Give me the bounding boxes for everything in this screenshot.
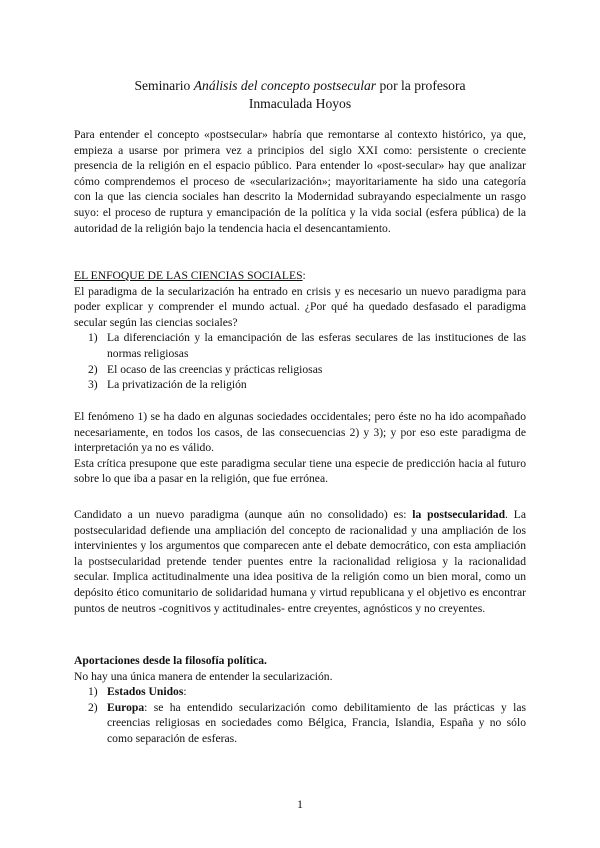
list-item bbox=[74, 330, 526, 361]
list-item-number: 2) bbox=[88, 362, 98, 376]
title-suffix: por la profesora bbox=[376, 78, 466, 93]
list-item bbox=[74, 700, 526, 747]
page-number: 1 bbox=[297, 797, 303, 811]
list-item-text: El ocaso de las creencias y prácticas religiosas bbox=[107, 362, 323, 376]
document-author: Inmaculada Hoyos bbox=[248, 96, 352, 111]
list-item-number: 1) bbox=[88, 685, 98, 699]
document-title bbox=[0, 77, 600, 95]
list-item-bold: Estados Unidos bbox=[107, 685, 184, 699]
section2-heading-text: Aportaciones desde la filosofía política. bbox=[74, 654, 267, 667]
section1-heading-text: EL ENFOQUE DE LAS CIENCIAS SOCIALES bbox=[74, 269, 303, 282]
list-item-text: La diferenciación y la emancipación de las esferas seculares de las instituciones de las normas religiosas bbox=[107, 331, 526, 360]
list-item-number: 2) bbox=[88, 700, 98, 714]
list-item-text: : se ha entendido secularización como debilitamiento de las prácticas y las creencias religiosas en sociedades como Bélgica, Francia, Islandia, España y no sólo como separación de esferas. bbox=[107, 700, 526, 745]
list-item-text: La privatización de la religión bbox=[107, 378, 247, 392]
list-item-number: 1) bbox=[88, 331, 98, 345]
intro-text: Para entender el concepto «postsecular» habría que remontarse al contexto histórico, ya que, empieza a usarse por primera vez a principios del siglo XXI como: persistente o creciente presencia de la religión en el espacio público. Para entender lo «post-secular» hay que analizar cómo comprendemos el proceso de «secularización»; mayoritariamente ha sido una categoría con la que las ciencia sociales han descrito la Modernidad subrayando especialmente un rasgo suyo: el proceso de ruptura y emancipación de la política y la vida social (esfera pública) de la autoridad de la religión bajo la tendencia hacia el desencantamiento. bbox=[74, 128, 526, 235]
postsecularity-lead: Candidato a un nuevo paradigma (aunque aún no consolidado) es: bbox=[74, 508, 413, 521]
intro-paragraph bbox=[74, 127, 526, 236]
list-item-number: 3) bbox=[88, 378, 98, 392]
section1-paragraph: El paradigma de la secularización ha entrado en crisis y es necesario un nuevo paradigma para poder explicar y comprender el mundo actual. ¿Por qué ha quedado desfasado el paradigma secular según las ciencias sociales? bbox=[74, 284, 526, 329]
list-item bbox=[74, 362, 526, 378]
postsecularity-bold: la postsecularidad bbox=[412, 508, 506, 521]
list-item-bold: Europa bbox=[107, 700, 145, 714]
section-political-philosophy bbox=[74, 653, 526, 747]
postsecularity-text bbox=[74, 507, 526, 616]
section2-line: No hay una única manera de entender la secularización. bbox=[74, 669, 333, 683]
section2-list bbox=[74, 684, 526, 746]
section2-heading bbox=[74, 653, 526, 669]
section-social-sciences bbox=[74, 268, 526, 393]
title-prefix: Seminario bbox=[134, 78, 194, 93]
list-item-text: : bbox=[183, 685, 187, 699]
postsecularity-paragraph bbox=[74, 507, 526, 616]
postsecularity-rest: . La postsecularidad defiende una ampliación del concepto de racionalidad y una ampliación de los intervinientes y los argumentos que comparecen ante el debate democrático, con esta ampliación la postsecularidad pretende tender puentes entre la racionalidad religiosa y la racionalidad secular. Implica actitudinalmente una idea positiva de la religión como un bien moral, como un depósito ético comunitario de solidaridad humana y virtud republicana y el objetivo es encontrar puntos de neutros -cognitivos y actitudinales- entre creyentes, agnósticos y no creyentes. bbox=[74, 508, 526, 615]
paradigm-paragraph bbox=[74, 409, 526, 487]
section1-list bbox=[74, 330, 526, 392]
section1-heading bbox=[74, 268, 526, 284]
critique-text: Esta crítica presupone que este paradigma secular tiene una especie de predicción hacia al futuro sobre lo que iba a pasar en la religión, que fue errónea. bbox=[74, 456, 526, 486]
section1-heading-colon: : bbox=[302, 269, 306, 282]
paradigm-text: El fenómeno 1) se ha dado en algunas sociedades occidentales; pero éste no ha ido acompañado necesariamente, en todos los casos, de las consecuencias 2) y 3); y por eso este paradigma de interpretación ya no es válido. bbox=[74, 410, 526, 455]
list-item bbox=[74, 684, 526, 700]
title-italic: Análisis del concepto postsecular bbox=[193, 78, 377, 93]
list-item bbox=[74, 377, 526, 393]
